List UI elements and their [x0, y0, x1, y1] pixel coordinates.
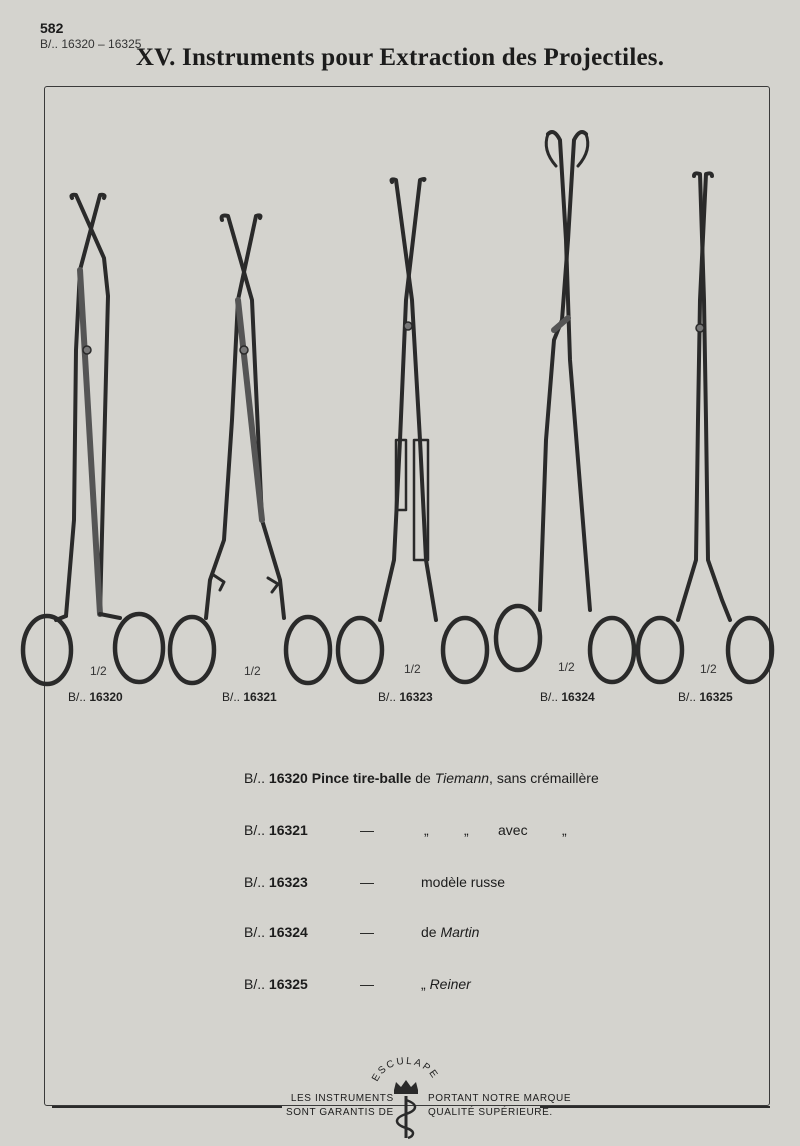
scale-16320: 1/2 — [90, 664, 107, 678]
label-16320: B/.. 16320 — [68, 690, 123, 704]
catalog-row-16320 — [244, 770, 764, 790]
label-16325: B/.. 16325 — [678, 690, 733, 704]
catalog-row-16323: B/.. 16323 — modèle russe — [244, 874, 506, 890]
catalog-row-16321: B/.. 16321 — „ „ avec „ — [244, 822, 567, 838]
scale-16323: 1/2 — [404, 662, 421, 676]
svg-text:ESCULAPE — [370, 1056, 440, 1084]
row-code: B/.. 16320 Pince tire-balle de Tiemann, sans crémaillère — [244, 770, 599, 786]
label-16324: B/.. 16324 — [540, 690, 595, 704]
footer-rule-left — [52, 1106, 282, 1108]
catalog-row-16325: B/.. 16325 — „ Reiner — [244, 976, 471, 992]
crown-icon — [394, 1080, 418, 1090]
page-number: 582 — [40, 20, 64, 36]
label-16323: B/.. 16323 — [378, 690, 433, 704]
catalog-row-16324: B/.. 16324 — de Martin — [244, 924, 480, 940]
forceps-16321-drawing — [170, 215, 330, 683]
footer-right-text: PORTANT NOTRE MARQUE QUALITÉ SUPÉRIEURE. — [428, 1093, 572, 1118]
trademark-footer — [0, 1056, 800, 1146]
forceps-16324-drawing — [496, 132, 634, 682]
label-16321: B/.. 16321 — [222, 690, 277, 704]
logo-brand-text: ESCULAPE — [370, 1056, 441, 1084]
scale-16325: 1/2 — [700, 662, 717, 676]
forceps-16323-drawing — [338, 179, 487, 682]
footer-left-text: LES INSTRUMENTS SONT GARANTIS DE — [286, 1093, 394, 1118]
forceps-16325-drawing — [638, 173, 772, 682]
page-title: XV. Instruments pour Extraction des Projectiles. — [135, 44, 665, 71]
forceps-16320-drawing — [23, 195, 163, 684]
footer-rule-right — [540, 1106, 770, 1108]
reference-range: B/.. 16320 – 16325 — [40, 37, 142, 51]
scale-16324: 1/2 — [558, 660, 575, 674]
scale-16321: 1/2 — [244, 664, 261, 678]
